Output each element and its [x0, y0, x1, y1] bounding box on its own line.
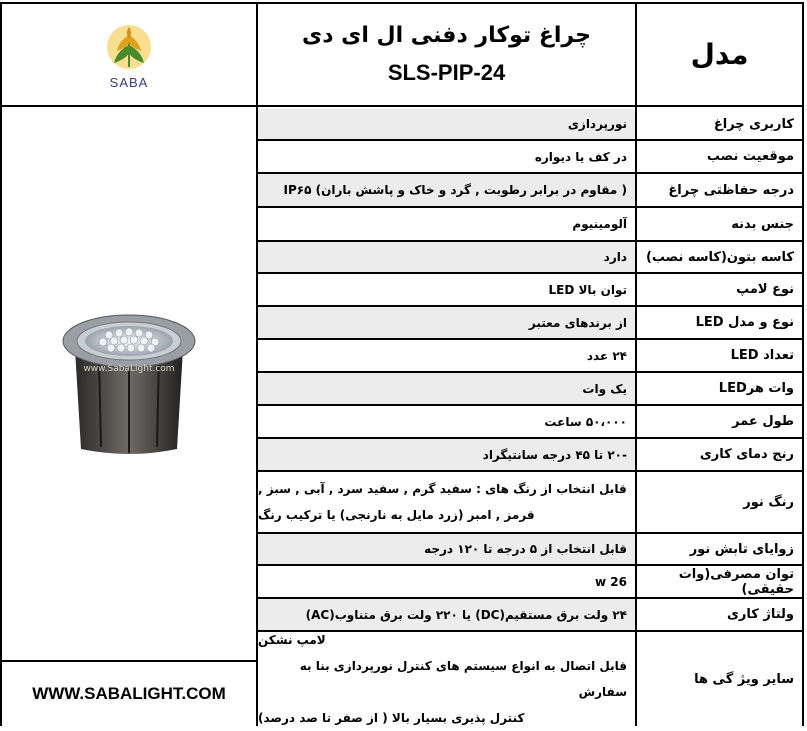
spec-value: 26 w [595, 574, 627, 589]
model-code: SLS-PIP-24 [387, 60, 506, 85]
row-divider [256, 597, 804, 599]
row-divider [256, 139, 804, 141]
spec-label: توان مصرفی(وات حقیقی) [678, 566, 794, 597]
spec-label: رنج دمای کاری [699, 447, 794, 462]
spec-value: ۲۴ ولت برق مستقیم(DC) یا ۲۲۰ ولت برق متناوب(AC) [258, 599, 635, 630]
model-label-cell [637, 4, 802, 105]
product-image-cell [2, 107, 256, 660]
spec-value-line: قابل انتخاب از رنگ های : سفید گرم , سفید سرد , آبی , سبز , [258, 482, 627, 496]
spec-label: زوایای تابش نور [689, 541, 794, 557]
logo-cell [2, 4, 256, 105]
spec-label: ولتاژ کاری [727, 607, 794, 622]
row-divider [256, 564, 804, 566]
spec-label: درجه حفاظتی چراغ [668, 182, 794, 198]
spec-value [258, 632, 635, 726]
row-divider [256, 272, 804, 274]
row-divider [256, 172, 804, 174]
spec-label: وات هرLED [718, 381, 794, 396]
row-divider [256, 630, 804, 632]
spec-value: توان بالا LED [548, 282, 627, 297]
logo-text: SABA [109, 75, 149, 90]
spec-label: تعداد LED [730, 348, 794, 363]
spec-value-line: کنترل پذیری بسیار بالا ( از صفر تا صد درصد) [258, 711, 525, 725]
spec-label: کاسه بتون(کاسه نصب) [645, 249, 794, 265]
spec-value: -۲۰ تا ۴۵ درجه سانتیگراد [258, 439, 635, 470]
website-cell [2, 662, 256, 726]
product-image [59, 309, 199, 459]
saba-wheat-logo-icon [99, 19, 159, 75]
spec-value-line: قابل اتصال به انواع سیستم های کنترل نورپردازی بنا به سفارش [299, 659, 627, 699]
spec-value: دارد [258, 242, 635, 272]
spec-value-line: لامپ نشکن [258, 633, 326, 647]
row-divider [256, 206, 804, 208]
website-url[interactable]: WWW.SABALIGHT.COM [32, 684, 226, 703]
spec-value: ( مقاوم در برابر رطوبت , گرد و خاک و پاشش باران) IP۶۵ [258, 174, 635, 206]
spec-label: رنگ نور [743, 494, 794, 510]
spec-label: کاربری چراغ [713, 116, 794, 132]
spec-label: طول عمر [732, 414, 794, 429]
spec-value: از برندهای معتبر [258, 307, 635, 338]
spec-value: ۵۰،۰۰۰ ساعت [544, 414, 627, 429]
spec-value: یک وات [258, 373, 635, 404]
row-divider [256, 532, 804, 534]
spec-value [258, 472, 635, 532]
row-divider [256, 437, 804, 439]
spec-value-line: قرمز , امبر (زرد مایل به نارنجی) یا ترکیب رنگ [258, 508, 535, 522]
product-title: چراغ توکار دفنی ال ای دی [302, 23, 591, 48]
model-label: مدل [690, 38, 749, 71]
row-divider [256, 305, 804, 307]
border-right [802, 2, 804, 726]
row-divider [256, 240, 804, 242]
spec-value: نورپردازی [258, 109, 635, 139]
product-image-label: www.SabaLight.com [83, 363, 175, 374]
spec-value: ۲۴ عدد [586, 348, 627, 363]
spec-label: سایر ویژ گی ها [694, 671, 794, 687]
spec-label: نوع لامپ [736, 282, 794, 297]
spec-label: جنس بدنه [731, 216, 794, 232]
row-divider [256, 404, 804, 406]
spec-value: در کف یا دیواره [534, 149, 627, 164]
row-divider [256, 338, 804, 340]
spec-value: آلومینیوم [572, 217, 627, 231]
row-divider [256, 470, 804, 472]
title-cell [258, 4, 635, 105]
spec-label: موقعیت نصب [706, 149, 794, 164]
row-divider [256, 371, 804, 373]
spec-value: قابل انتخاب از ۵ درجه تا ۱۲۰ درجه [258, 534, 635, 564]
spec-label: نوع و مدل LED [695, 315, 794, 330]
